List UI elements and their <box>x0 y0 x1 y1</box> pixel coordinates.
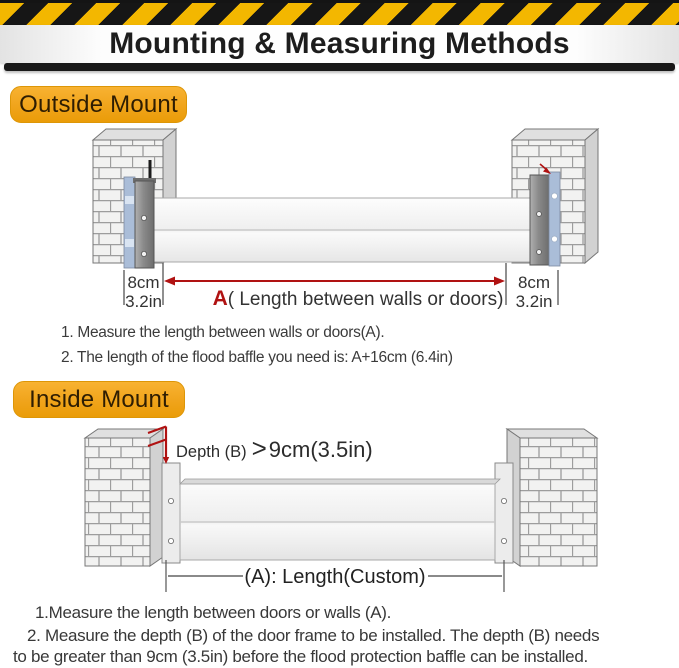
step-line: 1. Measure the length between walls or doors(A). <box>61 324 385 341</box>
dim-right-cm: 8cm <box>517 273 551 292</box>
step-line: to be greater than 9cm (3.5in) before the flood protection baffle can be installed. <box>13 647 588 666</box>
right-pillar <box>507 429 597 566</box>
inside-mount-diagram <box>0 424 679 599</box>
hazard-stripe-band <box>0 0 679 25</box>
left-pillar <box>85 429 163 566</box>
length-custom-label: (A): Length(Custom) <box>244 566 426 588</box>
flood-baffle <box>180 479 500 560</box>
pencil-mark <box>149 160 152 178</box>
dim-left-in: 3.2in <box>125 292 162 311</box>
step-line: 2. Measure the depth (B) of the door frame to be installed. The depth (B) needs <box>27 626 600 645</box>
dim-right-in: 3.2in <box>515 292 553 311</box>
mounting-plate-left <box>162 463 180 563</box>
flood-baffle <box>153 198 533 262</box>
step-line: 2. The length of the flood baffle you need is: A+16cm (6.4in) <box>61 349 453 366</box>
outside-mount-badge: Outside Mount <box>10 86 187 123</box>
dim-left-cm: 8cm <box>127 273 160 292</box>
outside-mount-diagram <box>0 123 679 318</box>
title-banner <box>0 25 679 63</box>
step-line: 1.Measure the length between doors or walls (A). <box>35 603 392 622</box>
outside-mount-steps <box>61 320 453 370</box>
mounting-plate-right <box>495 463 513 563</box>
mounting-bracket-right <box>530 164 560 266</box>
page-title: Mounting & Measuring Methods <box>109 27 570 60</box>
title-underbar <box>4 63 675 71</box>
depth-label: Depth (B) >9cm(3.5in) <box>176 433 373 463</box>
inside-mount-badge: Inside Mount <box>13 381 185 418</box>
length-a-label: A( Length between walls or doors) <box>212 287 504 310</box>
